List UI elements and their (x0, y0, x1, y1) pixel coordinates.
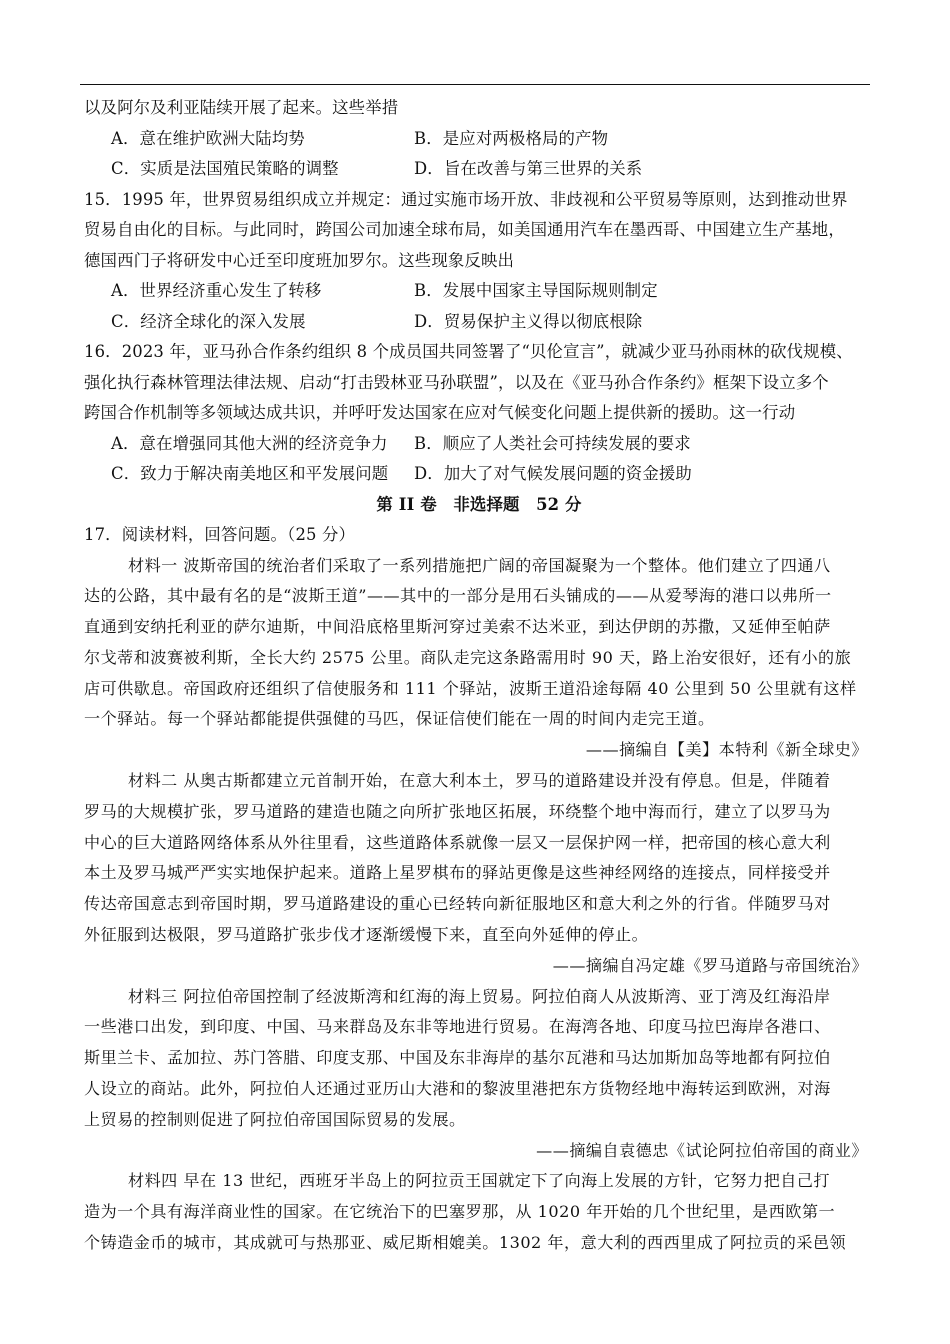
material-4-line: 个铸造金币的城市，其成就可与热那亚、威尼斯相媲美。1302 年，意大利的西西里成了阿拉贡的采邑领 (84, 1233, 847, 1253)
material-3-line: 上贸易的控制则促进了阿拉伯帝国国际贸易的发展。 (84, 1109, 466, 1129)
q16-stem-line: 16．2023 年，亚马孙合作条约组织 8 个成员国共同签署了“贝伦宣言”，就减少亚马孙雨林的砍伐规模、 (84, 342, 853, 361)
material-1-line: 直通到安纳托利亚的萨尔迪斯，中间沿底格里斯河穿过美索不达米亚，到达伊朗的苏撒，又延伸至帕萨 (84, 617, 831, 637)
material-2-line: 外征服到达极限，罗马道路扩张步伐才逐渐缓慢下来，直至向外延伸的停止。 (84, 925, 649, 945)
material-4-line: 材料四 早在 13 世纪，西班牙半岛上的阿拉贡王国就定下了向海上发展的方针，它努力把自己打 (128, 1171, 831, 1191)
material-3-line: 一些港口出发，到印度、中国、马来群岛及东非等地进行贸易。在海湾各地、印度马拉巴海岸各港口、 (84, 1017, 831, 1037)
q14-options-row-1 (84, 124, 874, 155)
q16-option-c[interactable]: C．致力于解决南美地区和平发展问题 (111, 464, 389, 483)
q15-options-row-2 (84, 307, 874, 338)
material-3-source: ——摘编自袁德忠《试论阿拉伯帝国的商业》 (536, 1140, 868, 1160)
material-2-line: 材料二 从奥古斯都建立元首制开始，在意大利本土，罗马的道路建设并没有停息。但是，伴随着 (128, 771, 831, 791)
q15-option-d[interactable]: D．贸易保护主义得以彻底根除 (414, 311, 643, 331)
material-2-line: 中心的巨大道路网络体系从外往里看，这些道路体系就像一层又一层保护网一样，把帝国的核心意大利 (84, 832, 831, 852)
q14-option-c[interactable]: C．实质是法国殖民策略的调整 (111, 159, 339, 178)
q16-option-d[interactable]: D．加大了对气候发展问题的资金援助 (414, 464, 692, 483)
q16-options-row-1 (84, 429, 874, 460)
material-1-line: 一个驿站。每一个驿站都能提供强健的马匹，保证信使们能在一周的时间内走完王道。 (84, 709, 715, 729)
q15-stem-line: 德国西门子将研发中心迁至印度班加罗尔。这些现象反映出 (84, 250, 515, 270)
q15-options-row-1 (84, 276, 874, 307)
material-1-line: 达的公路，其中最有名的是“波斯王道”——其中的一部分是用石头铺成的——从爱琴海的港口以弗所一 (84, 586, 832, 606)
material-1-source: ——摘编自【美】本特利《新全球史》 (585, 740, 868, 760)
material-3-line: 材料三 阿拉伯帝国控制了经波斯湾和红海的海上贸易。阿拉伯商人从波斯湾、亚丁湾及红海沿岸 (128, 986, 831, 1006)
material-2-line: 本土及罗马城严严实实地保护起来。道路上星罗棋布的驿站更像是这些神经网络的连接点，同样接受并 (84, 863, 831, 883)
header-rule (80, 84, 870, 85)
q16-option-a[interactable]: A．意在增强同其他大洲的经济竞争力 (111, 433, 388, 453)
q15-option-b[interactable]: B．发展中国家主导国际规则制定 (414, 281, 658, 300)
material-2-line: 罗马的大规模扩张，罗马道路的建造也随之向所扩张地区拓展，环绕整个地中海而行，建立了以罗马为 (84, 801, 831, 821)
q15-stem-line: 15．1995 年，世界贸易组织成立并规定：通过实施市场开放、非歧视和公平贸易等原则，达到推动世界 (84, 189, 848, 209)
q14-option-d[interactable]: D．旨在改善与第三世界的关系 (414, 159, 643, 178)
material-4-line: 造为一个具有海洋商业性的国家。在它统治下的巴塞罗那，从 1020 年开始的几个世纪里，是西欧第一 (84, 1202, 836, 1222)
q14-option-a[interactable]: A．意在维护欧洲大陆均势 (111, 128, 305, 148)
material-1-line: 店可供歇息。帝国政府还组织了信使服务和 111 个驿站，波斯王道沿途每隔 40 公里到 50 公里就有这样 (84, 678, 857, 698)
q16-option-b[interactable]: B．顺应了人类社会可持续发展的要求 (414, 433, 691, 453)
material-3-line: 人设立的商站。此外，阿拉伯人还通过亚历山大港和的黎波里港把东方货物经地中海转运到欧洲，对海 (84, 1079, 831, 1099)
q16-stem-line: 跨国合作机制等多领域达成共识，并呼吁发达国家在应对气候变化问题上提供新的援助。这一行动 (84, 403, 796, 422)
q14-stem-tail: 以及阿尔及利亚陆续开展了起来。这些举措 (84, 98, 399, 117)
q14-options-row-2 (84, 154, 874, 185)
q16-stem-line: 强化执行森林管理法律法规、启动“打击毁林亚马孙联盟”，以及在《亚马孙合作条约》框架下设立多个 (84, 372, 829, 392)
q16-options-row-2 (84, 459, 874, 490)
material-2-line: 传达帝国意志到帝国时期，罗马道路建设的重心已经转向新征服地区和意大利之外的行省。伴随罗马对 (84, 894, 831, 914)
q14-option-b[interactable]: B．是应对两极格局的产物 (414, 128, 609, 148)
material-1-line: 材料一 波斯帝国的统治者们采取了一系列措施把广阔的帝国凝聚为一个整体。他们建立了四通八 (128, 555, 831, 575)
q15-stem-line: 贸易自由化的目标。与此同时，跨国公司加速全球布局，如美国通用汽车在墨西哥、中国建立生产基地， (84, 220, 845, 239)
q17-stem: 17．阅读材料，回答问题。（25 分） (84, 525, 356, 544)
q15-option-c[interactable]: C．经济全球化的深入发展 (111, 311, 306, 331)
section-title: 第 II 卷 非选择题 52 分 (376, 494, 582, 514)
material-2-source: ——摘编自冯定雄《罗马道路与帝国统治》 (552, 955, 868, 975)
exam-page (84, 93, 874, 1259)
material-3-line: 斯里兰卡、孟加拉、苏门答腊、印度支那、中国及东非海岸的基尔瓦港和马达加斯加岛等地都有阿拉伯 (84, 1048, 831, 1068)
material-1-line: 尔戈蒂和波赛被利斯，全长大约 2575 公里。商队走完这条路需用时 90 天，路上治安很好，还有小的旅 (84, 647, 852, 667)
q15-option-a[interactable]: A．世界经济重心发生了转移 (111, 281, 322, 300)
